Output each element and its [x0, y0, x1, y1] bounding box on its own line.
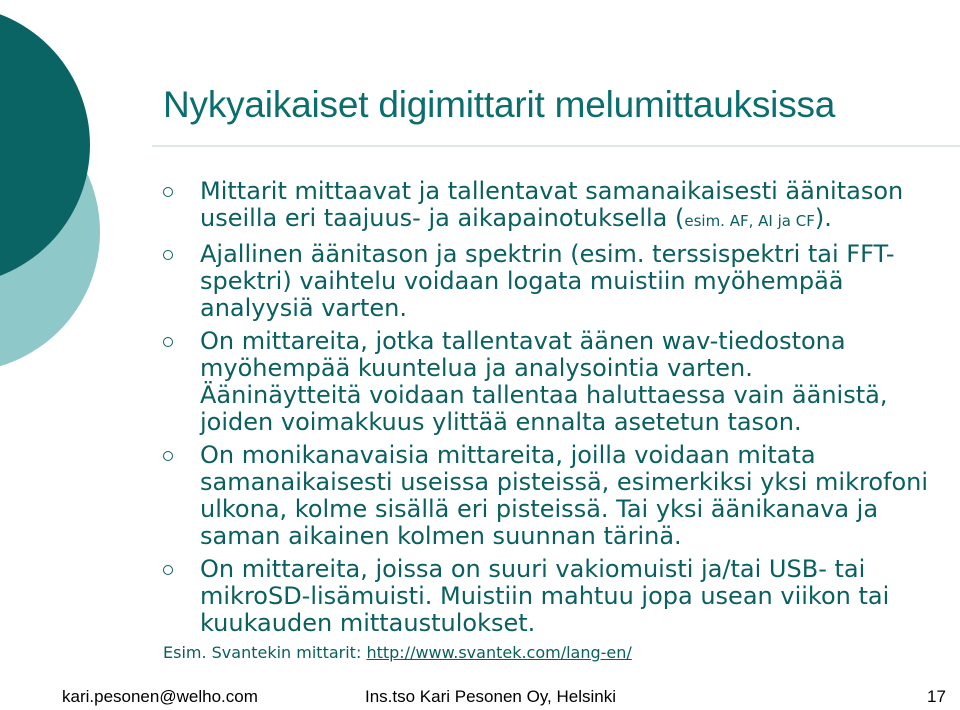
bullet-continuation: Ääninäytteitä voidaan tallentaa haluttaessa vain äänistä, joiden voimakkuus ylittää ennalta asetetun tason.	[200, 381, 888, 436]
slide-title: Nykyaikaiset digimittarit melumittauksissa	[163, 84, 836, 125]
decorative-circles	[0, 0, 160, 400]
page-number: 17	[927, 687, 946, 706]
bullet-item	[163, 442, 933, 550]
bullet-circle-icon	[163, 565, 173, 575]
bullet-item	[163, 328, 933, 436]
bullet-small-text: esim. AF, AI ja CF	[684, 212, 815, 230]
bullet-item	[163, 241, 933, 322]
bullet-text: Mittarit mittaavat ja tallentavat samanaikaisesti äänitason useilla eri taajuus- ja aikapainotuksella (	[200, 177, 904, 232]
note-prefix: Esim. Svantekin mittarit:	[163, 643, 367, 662]
svantek-link[interactable]: http://www.svantek.com/lang-en/	[366, 643, 632, 662]
bullet-circle-icon	[163, 451, 173, 461]
example-note	[163, 643, 632, 662]
bullet-tail-text: ).	[814, 204, 832, 232]
bullet-text: On mittareita, jotka tallentavat äänen wav-tiedostona myöhempää kuuntelua ja analysointia varten.	[200, 327, 846, 382]
bullet-item	[163, 556, 933, 637]
bullet-circle-icon	[163, 337, 173, 347]
footer-email: kari.pesonen@welho.com	[62, 687, 258, 706]
bullet-item	[163, 178, 933, 235]
bullet-circle-icon	[163, 187, 173, 197]
bullet-text: On monikanavaisia mittareita, joilla voidaan mitata samanaikaisesti useissa pisteissä, esimerkiksi yksi mikrofoni ulkona, kolme sisällä eri pisteissä. Tai yksi äänikanava ja saman aikainen kolmen suunnan tärinä.	[200, 441, 929, 550]
title-divider	[152, 145, 960, 147]
bullet-list	[163, 178, 933, 643]
bullet-text: On mittareita, joissa on suuri vakiomuisti ja/tai USB- tai mikroSD-lisämuisti. Muistiin mahtuu jopa usean viikon tai kuukauden mittaustulokset.	[200, 555, 890, 637]
footer-company: Ins.tso Kari Pesonen Oy, Helsinki	[365, 687, 617, 706]
footer	[0, 687, 960, 709]
bullet-text: Ajallinen äänitason ja spektrin (esim. terssispektri tai FFT-spektri) vaihtelu voidaan logata muistiin myöhempää analyysiä varten.	[200, 240, 895, 322]
bullet-circle-icon	[163, 250, 173, 260]
